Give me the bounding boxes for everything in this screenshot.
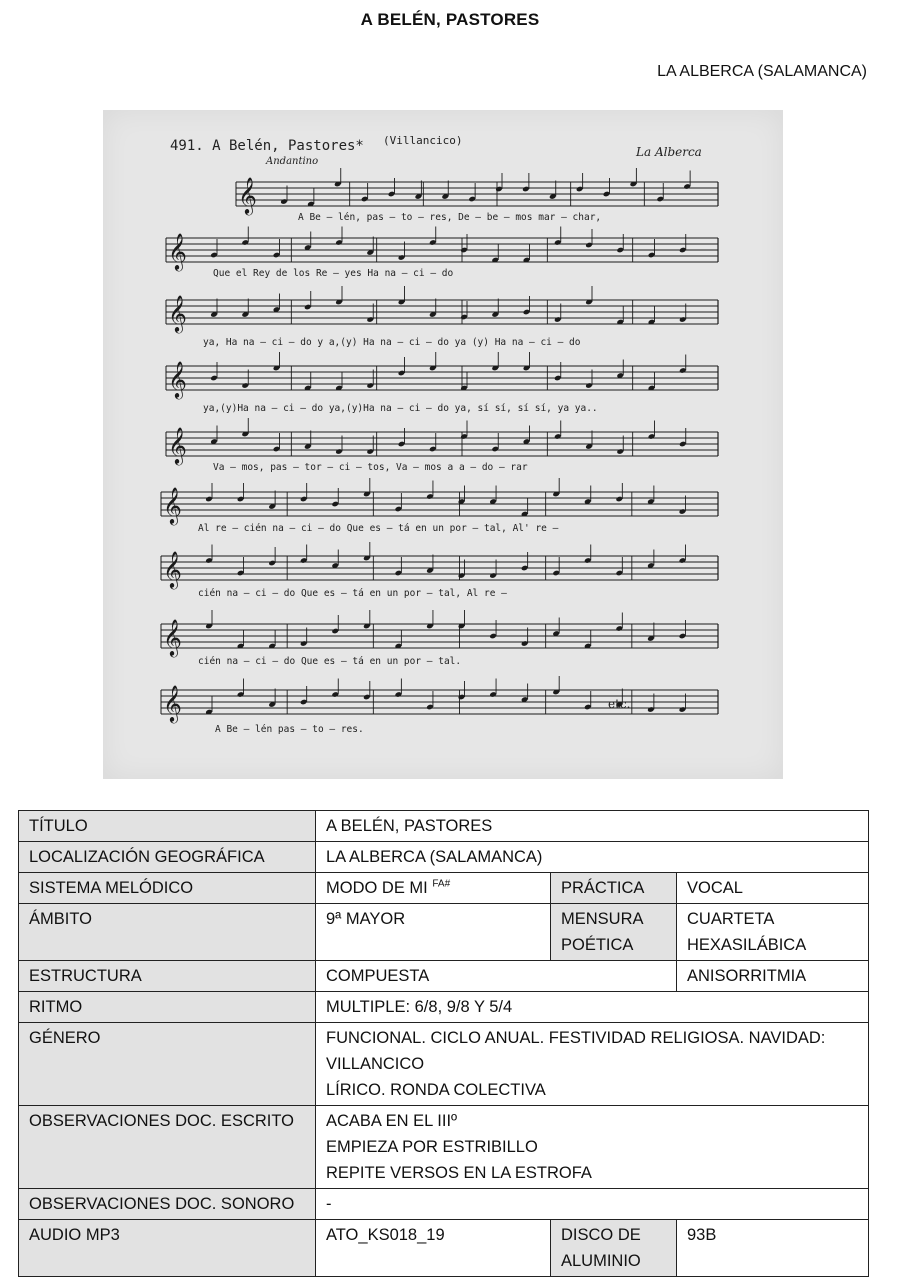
score-place: La Alberca [636, 145, 702, 159]
score-subtitle: (Villancico) [383, 134, 463, 147]
table-row [19, 961, 869, 992]
lyric-line: A Be – lén pas – to – res. [215, 724, 364, 735]
score-etc: etc. [608, 697, 631, 711]
table-row [19, 904, 869, 961]
lyric-line: ya, Ha na – ci – do y a,(y) Ha na – ci – do ya (y) Ha na – ci – do [203, 337, 581, 348]
table-row [19, 873, 869, 904]
row-value: A BELÉN, PASTORES [316, 811, 869, 842]
sistema-value: MODO DE MI [326, 879, 428, 897]
score-number-title: 491. A Belén, Pastores* [170, 138, 364, 154]
treble-clef-icon: 𝄞 [163, 486, 182, 524]
row-label: OBSERVACIONES DOC. SONORO [19, 1189, 316, 1220]
disco-label-line: ALUMINIO [561, 1252, 641, 1270]
row-label [551, 1220, 677, 1277]
row-value [316, 1106, 869, 1189]
row-value [316, 873, 551, 904]
row-value: LA ALBERCA (SALAMANCA) [316, 842, 869, 873]
lyric-line: Al re – cién na – ci – do Que es – tá en un por – tal, Al' re – [198, 523, 559, 534]
table-row [19, 1106, 869, 1189]
table-row [19, 992, 869, 1023]
treble-clef-icon: 𝄞 [163, 550, 182, 588]
page-location: LA ALBERCA (SALAMANCA) [657, 63, 867, 80]
row-label: RITMO [19, 992, 316, 1023]
row-value: VOCAL [677, 873, 869, 904]
treble-clef-icon: 𝄞 [168, 232, 187, 270]
genero-line: FUNCIONAL. CICLO ANUAL. FESTIVIDAD RELIGIOSA. NAVIDAD: [326, 1029, 826, 1047]
row-value: ATO_KS018_19 [316, 1220, 551, 1277]
obs-line: EMPIEZA POR ESTRIBILLO [326, 1138, 538, 1156]
treble-clef-icon: 𝄞 [168, 360, 187, 398]
page-title: A BELÉN, PASTORES [360, 10, 540, 29]
lyric-line: Que el Rey de los Re – yes Ha na – ci – do [213, 268, 454, 279]
row-value [677, 904, 869, 961]
row-value: 9ª MAYOR [316, 904, 551, 961]
obs-line: REPITE VERSOS EN LA ESTROFA [326, 1164, 592, 1182]
genero-line: VILLANCICO [326, 1055, 425, 1073]
lyric-line: cién na – ci – do Que es – tá en un por – tal. [198, 656, 462, 667]
row-value: - [316, 1189, 869, 1220]
treble-clef-icon: 𝄞 [163, 684, 182, 722]
disco-label-line: DISCO DE [561, 1226, 641, 1244]
row-label [551, 904, 677, 961]
row-value: COMPUESTA [316, 961, 677, 992]
lyric-line: A Be – lén, pas – to – res, De – be – mos mar – char, [298, 212, 602, 223]
lyric-line: Va – mos, pas – tor – ci – tos, Va – mos a a – do – rar [213, 462, 528, 473]
lyric-line: cién na – ci – do Que es – tá en un por – tal, Al re – [198, 588, 507, 599]
row-label: TÍTULO [19, 811, 316, 842]
genero-line: LÍRICO. RONDA COLECTIVA [326, 1081, 546, 1099]
row-label: SISTEMA MELÓDICO [19, 873, 316, 904]
table-row [19, 811, 869, 842]
row-label: GÉNERO [19, 1023, 316, 1106]
table-row [19, 1220, 869, 1277]
music-score [103, 110, 783, 779]
sistema-sup: FA# [432, 878, 451, 890]
table-row [19, 1189, 869, 1220]
row-value: 93B [677, 1220, 869, 1277]
score-tempo: Andantino [266, 156, 319, 167]
row-value: MULTIPLE: 6/8, 9/8 Y 5/4 [316, 992, 869, 1023]
treble-clef-icon: 𝄞 [238, 176, 257, 214]
treble-clef-icon: 𝄞 [168, 294, 187, 332]
mensura-label-line: MENSURA [561, 910, 644, 928]
table-row [19, 842, 869, 873]
row-label: ÁMBITO [19, 904, 316, 961]
row-value [316, 1023, 869, 1106]
metadata-table [18, 810, 869, 1277]
treble-clef-icon: 𝄞 [168, 426, 187, 464]
mensura-value-line: CUARTETA [687, 910, 775, 928]
row-label: ESTRUCTURA [19, 961, 316, 992]
row-label: AUDIO MP3 [19, 1220, 316, 1277]
treble-clef-icon: 𝄞 [163, 618, 182, 656]
lyric-line: ya,(y)Ha na – ci – do ya,(y)Ha na – ci – do ya, sí sí, sí sí, ya ya.. [203, 403, 598, 414]
mensura-value-line: HEXASILÁBICA [687, 936, 807, 954]
row-value: ANISORRITMIA [677, 961, 869, 992]
row-label: PRÁCTICA [551, 873, 677, 904]
row-label: LOCALIZACIÓN GEOGRÁFICA [19, 842, 316, 873]
row-label: OBSERVACIONES DOC. ESCRITO [19, 1106, 316, 1189]
mensura-label-line: POÉTICA [561, 936, 634, 954]
obs-line: ACABA EN EL IIIº [326, 1112, 458, 1130]
score-image [103, 110, 783, 779]
table-row [19, 1023, 869, 1106]
